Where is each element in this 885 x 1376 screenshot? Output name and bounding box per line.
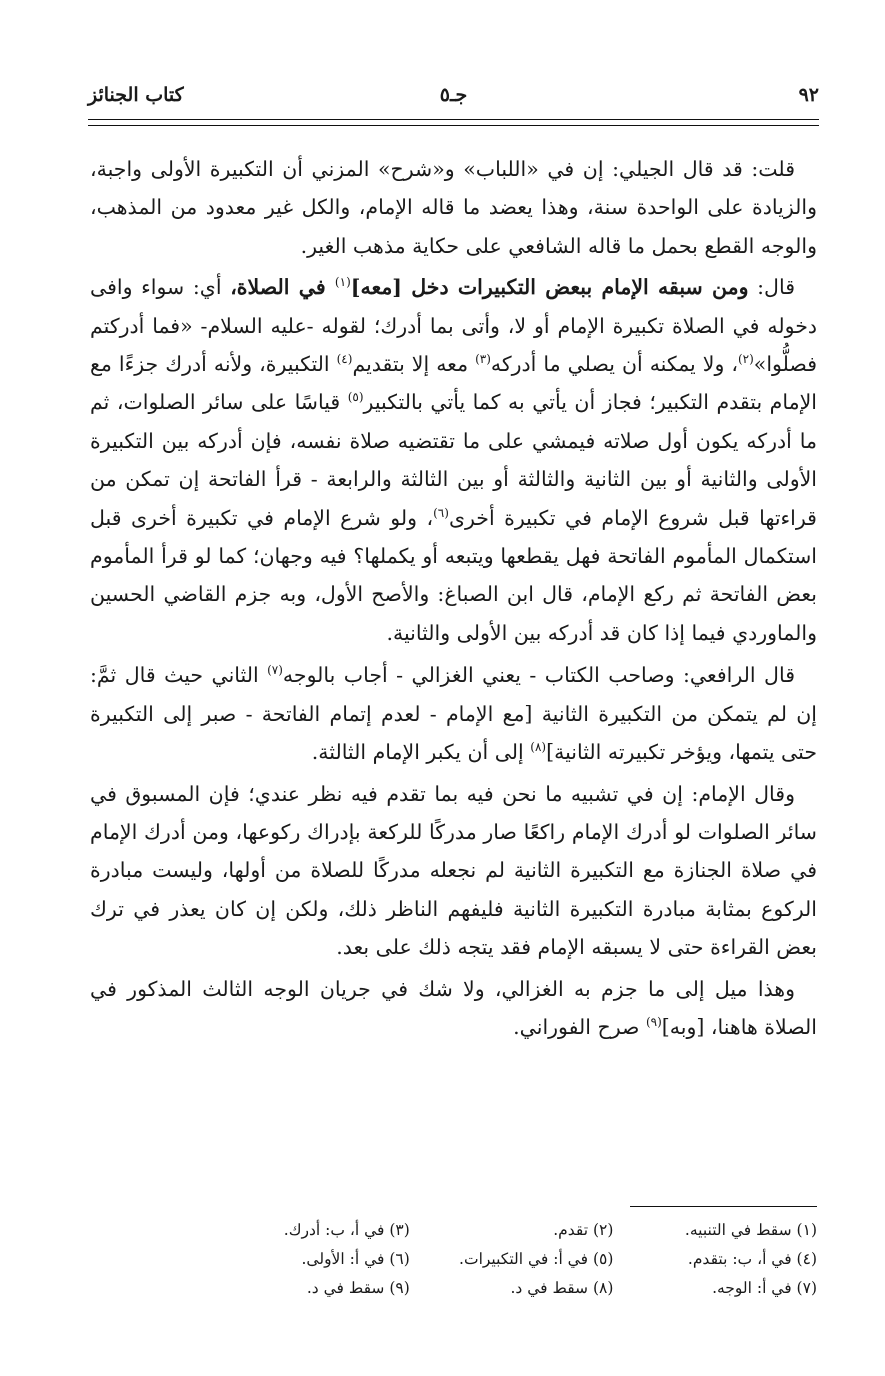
text-run: قلت: قد قال الجيلي: إن في «اللباب» و«شرح» المزني أن التكبيرة الأولى واجبة، والزيادة على الواحدة سنة، وهذا يعضد ما قاله الإمام، والكل غير معدود من المذهب، والوجه القطع بحمل ما قاله الشافعي على حكاية مذهب الغير. [90,157,817,258]
footnote-reference: (٢) [737,352,754,367]
header-rule-bottom [88,125,819,126]
text-run: قال الرافعي: وصاحب الكتاب - يعني الغزالي - أجاب بالوجه [282,663,795,688]
footnote: (٥) في أ: في التكبيرات. [459,1250,614,1268]
footnotes [200,1216,817,1303]
footnote: (٧) في أ: الوجه. [712,1279,817,1297]
text-run: صرح الفوراني. [513,1014,646,1039]
footnote-reference: (٤) [336,352,353,367]
text-run: أي: سواء وافى دخوله في الصلاة تكبيرة الإمام أو لا، وأتى بما أدرك؛ لقوله -عليه السلام- «فما أدركتم فصلُّوا» [90,275,817,377]
text-run: معه إلا بتقديم [352,352,476,377]
footnote: (١) سقط في التنبيه. [684,1221,817,1239]
header-rule-top [88,119,819,120]
footnote: (٣) في أ، ب: أدرك. [283,1221,410,1239]
text-run: الثاني حيث قال ثمَّ: إن لم يتمكن من التكبيرة الثانية [مع الإمام - لعدم إتمام الفاتحة - صبر إلى التكبيرة حتى يتمها، ويؤخر تكبيرته الثانية] [90,663,817,765]
paragraph [90,775,817,967]
footnote-reference: (٩) [645,1015,662,1030]
footnote: (٨) سقط في د. [510,1279,614,1297]
text-run: وقال الإمام: إن في تشبيه ما نحن فيه بما تقدم فيه نظر عندي؛ فإن المسبوق في سائر الصلوات لو أدرك الإمام راكعًا صار مدركًا للركعة بإدراك ركوعها، ومن أدرك الإمام في صلاة الجنازة مع التكبيرة الثانية لم نجعله مدركًا للصلاة من أولها، وليست مبادرة الركوع بمثابة مبادرة التكبيرة الثانية فليفهم الناظر ذلك، ولكن إن كان يعذر في ترك بعض القراءة حتى لا يسبقه الإمام فقد يتجه ذلك على بعد. [90,781,817,960]
bold-text: ومن سبقه الإمام ببعض التكبيرات دخل [معه] [350,275,749,300]
footnote-reference: (٨) [530,740,547,755]
paragraph [90,970,817,1047]
body-text [90,150,817,1049]
footnote-reference: (٣) [475,352,491,367]
text-run: إلى أن يكبر الإمام الثالثة. [311,740,531,765]
paragraph [90,268,817,652]
paragraph [90,150,817,265]
footnote-reference: (٧) [267,663,283,678]
bold-text: في الصلاة، [230,275,335,300]
footnote-row [200,1216,817,1245]
page-number: ٩٢ [798,84,819,106]
footnote-reference: (٦) [433,505,449,520]
footnote: (٩) سقط في د. [306,1279,410,1297]
text-run: قال: [748,275,795,300]
running-header [88,84,819,120]
footnote: (٢) تقدم. [553,1221,614,1239]
book-title: كتاب الجنائز [88,84,184,106]
footnote-row [200,1274,817,1303]
footnote-reference: (١) [334,275,351,290]
footnote-separator [630,1206,817,1207]
text-run: التكبيرة، ولأنه أدرك جزءًا مع الإمام بتقدم التكبير؛ فجاز أن يأتي به كما يأتي بالتكبير [90,352,817,415]
footnote-row [200,1245,817,1274]
paragraph [90,656,817,771]
volume-label: جـ٥ [439,84,468,106]
text-run: ، ولو شرع الإمام في تكبيرة أخرى قبل استكمال المأموم الفاتحة فهل يقطعها ويتبعه أو يكملها؟ فيه وجهان؛ كما لو قرأ المأموم بعض الفاتحة ثم ركع الإمام، قال ابن الصباغ: والأصح الأول، وبه جزم القاضي الحسين والماوردي فيما إذا كان قد أدركه بين الأولى والثانية. [90,505,817,645]
text-run: قياسًا على سائر الصلوات، ثم ما أدركه يكون أول صلاته فيمشي على ما تقتضيه صلاة نفسه، فإن أدركه بين التكبيرة الأولى والثانية أو بين الثانية والثالثة أو بين الثالثة والرابعة - قرأ الفاتحة إن تمكن من قراءتها قبل شروع الإمام في تكبيرة أخرى [90,390,817,530]
footnote: (٦) في أ: الأولى. [301,1250,410,1268]
text-run: وهذا ميل إلى ما جزم به الغزالي، ولا شك في جريان الوجه الثالث المذكور في الصلاة هاهنا، [وبه] [90,976,817,1039]
footnote: (٤) في أ، ب: بتقدم. [687,1250,817,1268]
footnote-reference: (٥) [347,390,364,405]
text-run: ، ولا يمكنه أن يصلي ما أدركه [490,352,738,377]
